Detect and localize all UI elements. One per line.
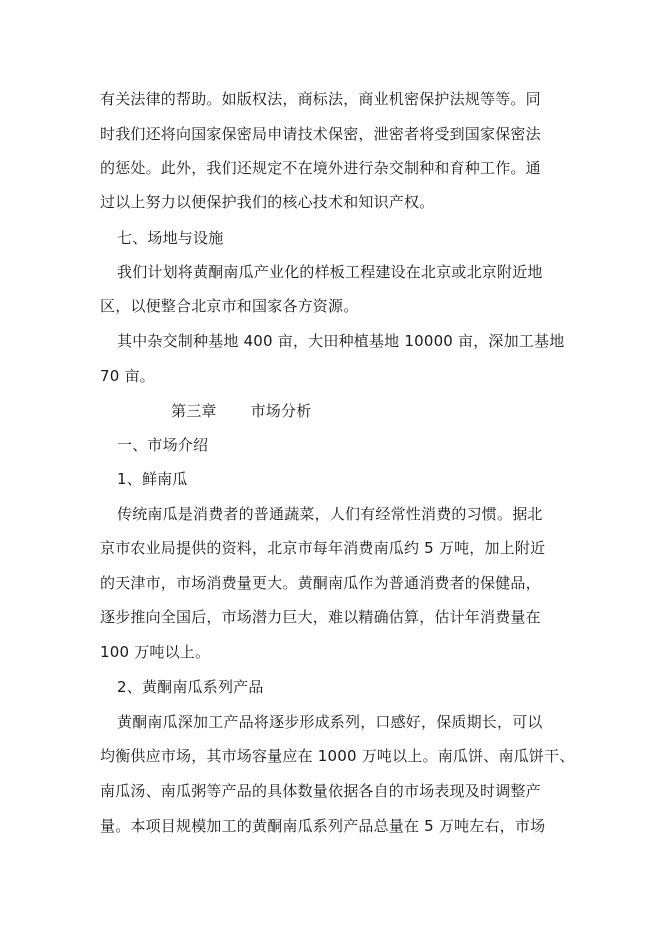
paragraph-line: 100 万吨以上。 xyxy=(100,643,211,661)
subsection-heading: 2、黄酮南瓜系列产品 xyxy=(117,678,264,696)
paragraph-line: 时我们还将向国家保密局申请技术保密，泄密者将受到国家保密法 xyxy=(100,125,541,143)
section-heading: 一、市场介绍 xyxy=(117,436,209,454)
paragraph-line: 量。本项目规模加工的黄酮南瓜系列产品总量在 5 万吨左右，市场 xyxy=(100,817,546,835)
paragraph-line: 黄酮南瓜深加工产品将逐步形成系列，口感好，保质期长，可以 xyxy=(117,713,543,731)
chapter-title: 市场分析 xyxy=(250,402,312,420)
paragraph-line: 京市农业局提供的资料，北京市每年消费南瓜约 5 万吨，加上附近 xyxy=(100,539,546,557)
paragraph-line: 均衡供应市场，其市场容量应在 1000 万吨以上。南瓜饼、南瓜饼干、 xyxy=(100,747,575,765)
chapter-heading xyxy=(171,401,311,421)
paragraph-line: 区，以便整合北京市和国家各方资源。 xyxy=(100,297,359,315)
paragraph-line: 有关法律的帮助。如版权法，商标法，商业机密保护法规等等。同 xyxy=(100,90,541,108)
paragraph-line: 传统南瓜是消费者的普通蔬菜，人们有经常性消费的习惯。据北 xyxy=(117,505,543,523)
chapter-number: 第三章 xyxy=(171,402,217,420)
paragraph-line: 70 亩。 xyxy=(100,367,155,385)
paragraph-line: 的惩处。此外，我们还规定不在境外进行杂交制种和育种工作。通 xyxy=(100,159,541,177)
paragraph-line: 南瓜汤、南瓜粥等产品的具体数量依据各自的市场表现及时调整产 xyxy=(100,782,541,800)
section-heading: 七、场地与设施 xyxy=(117,229,224,247)
paragraph-line: 的天津市，市场消费量更大。黄酮南瓜作为普通消费者的保健品， xyxy=(100,574,541,592)
paragraph-line: 逐步推向全国后，市场潜力巨大，难以精确估算，估计年消费量在 xyxy=(100,608,541,626)
paragraph-line: 我们计划将黄酮南瓜产业化的样板工程建设在北京或北京附近地 xyxy=(117,263,543,281)
paragraph-line: 过以上努力以便保护我们的核心技术和知识产权。 xyxy=(100,193,435,211)
paragraph-line: 其中杂交制种基地 400 亩，大田种植基地 10000 亩，深加工基地 xyxy=(117,332,565,350)
subsection-heading: 1、鲜南瓜 xyxy=(117,470,188,488)
